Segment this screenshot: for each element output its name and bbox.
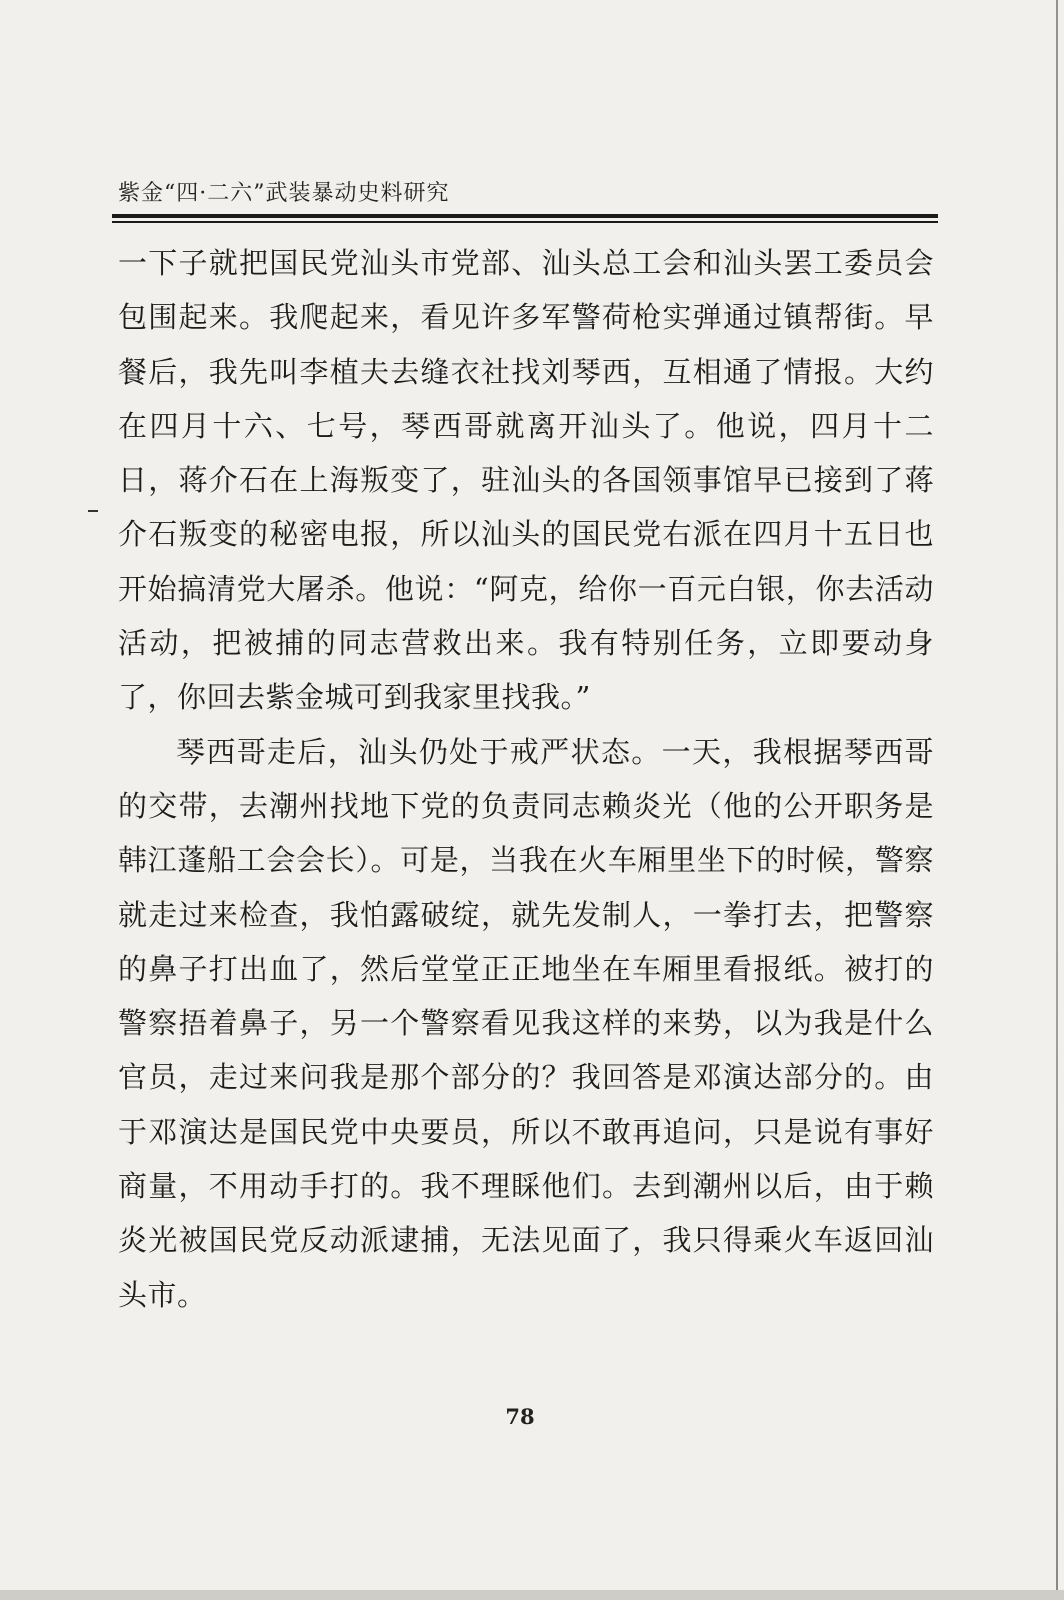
page-edge-bottom: [0, 1590, 1064, 1600]
header-rule-thin: [112, 221, 938, 223]
margin-mark: [88, 510, 98, 512]
paragraph-2: 琴西哥走后，汕头仍处于戒严状态。一天，我根据琴西哥的交带，去潮州找地下党的负责同志赖炎光（他的公开职务是韩江蓬船工会会长）。可是，当我在火车厢里坐下的时候，警察就走过来检查，我怕露破绽，就先发制人，一拳打去，把警察的鼻子打出血了，然后堂堂正正地坐在车厢里看报纸。被打的警察捂着鼻子，另一个警察看见我这样的来势，以为我是什么官员，走过来问我是那个部分的？我回答是邓演达部分的。由于邓演达是国民党中央要员，所以不敢再追问，只是说有事好商量，不用动手打的。我不理睬他们。去到潮州以后，由于赖炎光被国民党反动派逮捕，无法见面了，我只得乘火车返回汕头市。: [118, 734, 934, 1312]
paragraph-1: 一下子就把国民党汕头市党部、汕头总工会和汕头罢工委员会包围起来。我爬起来，看见许多军警荷枪实弹通过镇帮街。早餐后，我先叫李植夫去缝衣社找刘琴西，互相通了情报。大约在四月十六、七号，琴西哥就离开汕头了。他说，四月十二日，蒋介石在上海叛变了，驻汕头的各国领事馆早已接到了蒋介石叛变的秘密电报，所以汕头的国民党右派在四月十五日也开始搞清党大屠杀。他说：“阿克，给你一百元白银，你去活动活动，把被捕的同志营救出来。我有特别任务，立即要动身了，你回去紫金城可到我家里找我。”: [118, 246, 934, 715]
body-text: [118, 236, 934, 1322]
page-number: 78: [505, 1404, 535, 1429]
page-edge: [1056, 0, 1058, 1600]
running-header-title: 紫金“四·二六”武装暴动史料研究: [118, 181, 450, 206]
header-rule-thick: [112, 214, 938, 218]
